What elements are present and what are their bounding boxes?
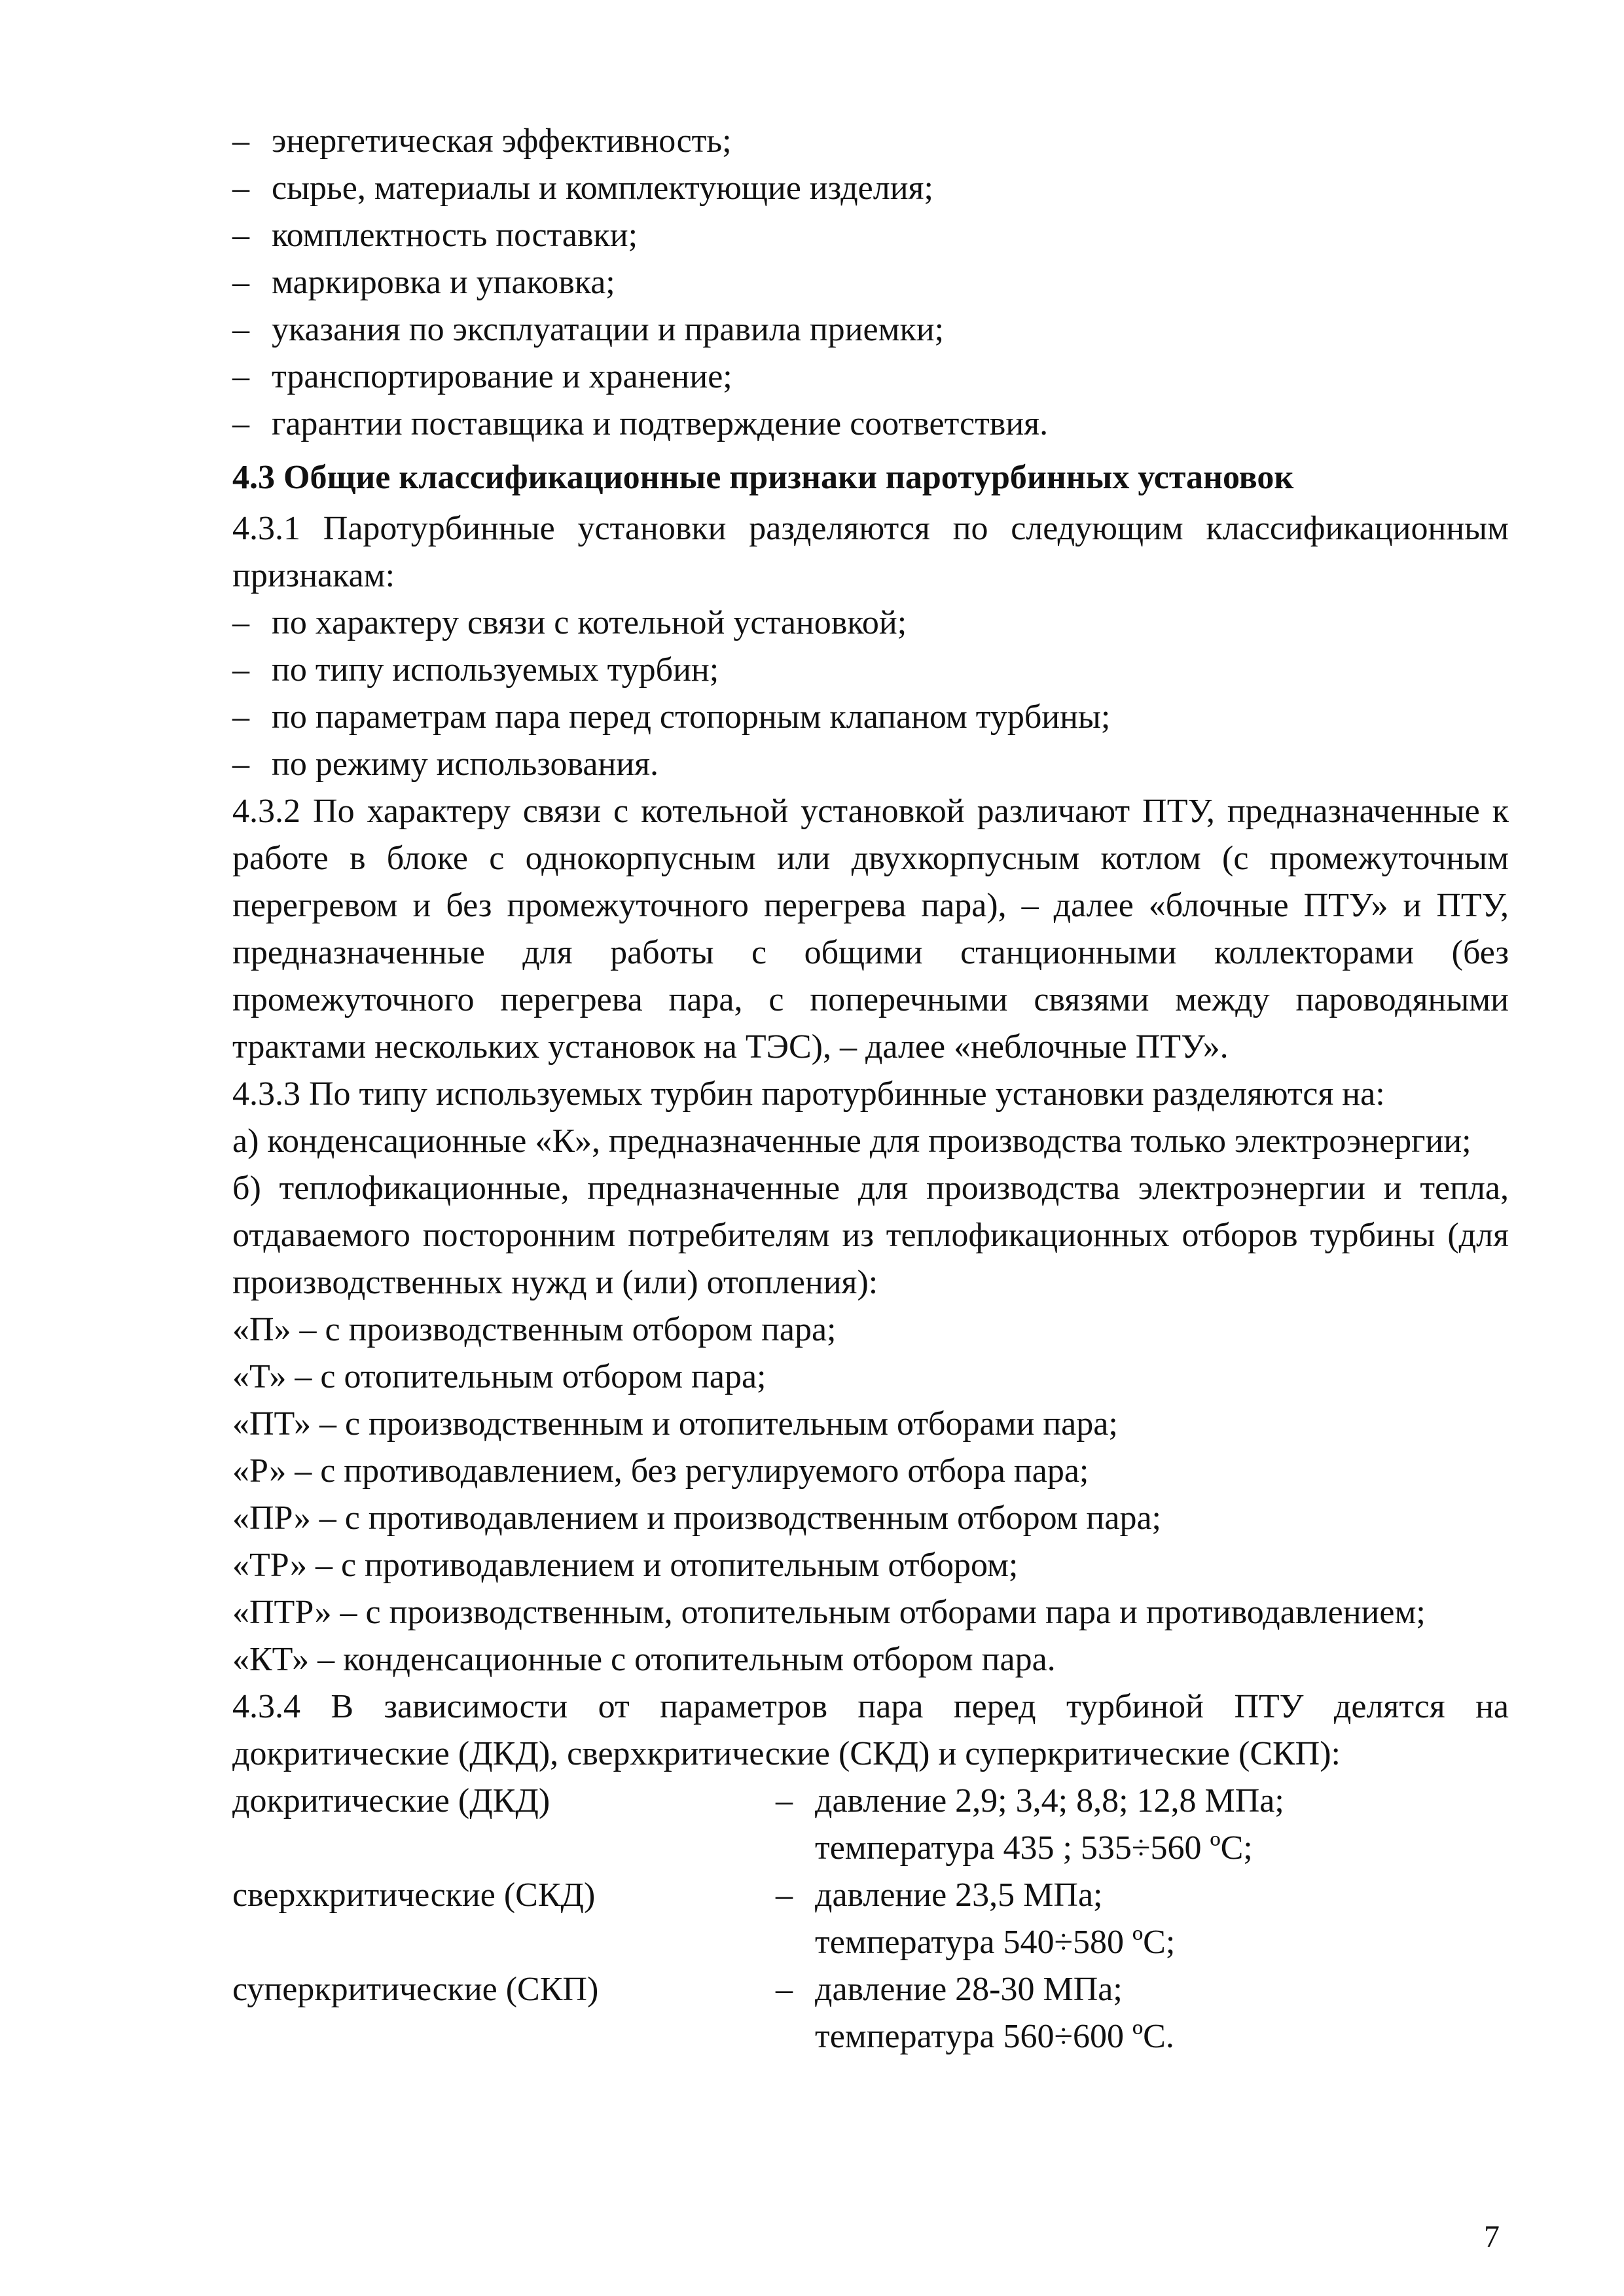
type-item: «ПТР» – с производственным, отопительным отборами пара и противодавлением; <box>232 1594 1426 1631</box>
list-item: – сырье, материалы и комплектующие изделия; <box>232 170 933 207</box>
section-heading: 4.3 Общие классификационные признаки паротурбинных установок <box>232 459 1294 496</box>
param-pressure: давление 2,9; 3,4; 8,8; 12,8 МПа; <box>815 1782 1284 1820</box>
param-values: – давление 2,9; 3,4; 8,8; 12,8 МПа; температура 435 ; 535÷560 ºС; <box>776 1778 1509 1872</box>
param-values: – давление 23,5 МПа; температура 540÷580 ºС; <box>776 1872 1509 1966</box>
paragraph-4-3-4: 4.3.4 В зависимости от параметров пара перед турбиной ПТУ делятся на докритические (ДКД), сверхкритические (СКД) и суперкритические (СКП): <box>232 1688 1509 1772</box>
param-pressure: давление 28-30 МПа; <box>815 1971 1123 2008</box>
document-page <box>232 118 1509 2060</box>
param-row <box>232 1872 1509 1966</box>
paragraph-4-3-3-a: а) конденсационные «К», предназначенные для производства только электроэнергии; <box>232 1122 1471 1160</box>
list-item: – по параметрам пара перед стопорным клапаном турбины; <box>232 698 1111 736</box>
type-item: «ПР» – с противодавлением и производственным отбором пара; <box>232 1499 1161 1537</box>
list-item: – гарантии поставщика и подтверждение соответствия. <box>232 405 1049 442</box>
type-item: «ТР» – с противодавлением и отопительным отбором; <box>232 1547 1019 1584</box>
list-item: – указания по эксплуатации и правила приемки; <box>232 311 945 348</box>
param-values: – давление 28-30 МПа; температура 560÷600 ºС. <box>776 1966 1509 2060</box>
paragraph-4-3-2: 4.3.2 По характеру связи с котельной установкой различают ПТУ, предназначенные к работе в блоке с однокорпусным или двухкорпусным котлом (с промежуточным перегревом и без промежуточного перегрева пара), – далее «блочные ПТУ» и ПТУ, предназначенные для работы с общими станционными коллекторами (без промежуточного перегрева пара, с поперечными связями между пароводяными трактами нескольких установок на ТЭС), – далее «неблочные ПТУ». <box>232 793 1509 1066</box>
param-name: сверхкритические (СКД) <box>232 1876 596 1914</box>
param-temperature: температура 435 ; 535÷560 ºС; <box>815 1829 1253 1867</box>
steam-parameters-table <box>232 1778 1509 2060</box>
list-item: – по характеру связи с котельной установкой; <box>232 604 907 641</box>
param-temperature: температура 540÷580 ºС; <box>815 1924 1176 1961</box>
param-row <box>232 1966 1509 2060</box>
list-item: – энергетическая эффективность; <box>232 122 732 160</box>
paragraph-4-3-3: 4.3.3 По типу используемых турбин паротурбинные установки разделяются на: <box>232 1075 1385 1113</box>
list-item: – по типу используемых турбин; <box>232 651 719 689</box>
type-item: «ПТ» – с производственным и отопительным отборами пара; <box>232 1405 1118 1443</box>
paragraph-4-3-3-b: б) теплофикационные, предназначенные для производства электроэнергии и тепла, отдаваемого посторонним потребителям из теплофикационных отборов турбины (для производственных нужд и (или) отопления): <box>232 1170 1509 1301</box>
classification-list <box>232 600 1509 788</box>
type-item: «КТ» – конденсационные с отопительным отбором пара. <box>232 1641 1056 1678</box>
page-number: 7 <box>1484 2219 1500 2254</box>
param-temperature: температура 560÷600 ºС. <box>815 2018 1174 2055</box>
type-item: «П» – с производственным отбором пара; <box>232 1311 837 1348</box>
paragraph-4-3-1: 4.3.1 Паротурбинные установки разделяются по следующим классификационным признакам: <box>232 510 1509 594</box>
list-item: – транспортирование и хранение; <box>232 358 732 395</box>
type-item: «Т» – с отопительным отбором пара; <box>232 1358 767 1395</box>
list-item: – маркировка и упаковка; <box>232 264 615 301</box>
param-name: суперкритические (СКП) <box>232 1971 599 2008</box>
list-item: – комплектность поставки; <box>232 217 638 254</box>
type-item: «Р» – с противодавлением, без регулируемого отбора пара; <box>232 1452 1089 1490</box>
param-pressure: давление 23,5 МПа; <box>815 1876 1103 1914</box>
param-name: докритические (ДКД) <box>232 1782 550 1820</box>
requirements-list <box>232 118 1509 448</box>
list-item: – по режиму использования. <box>232 745 659 783</box>
turbine-types <box>232 1306 1509 1683</box>
param-row <box>232 1778 1509 1872</box>
